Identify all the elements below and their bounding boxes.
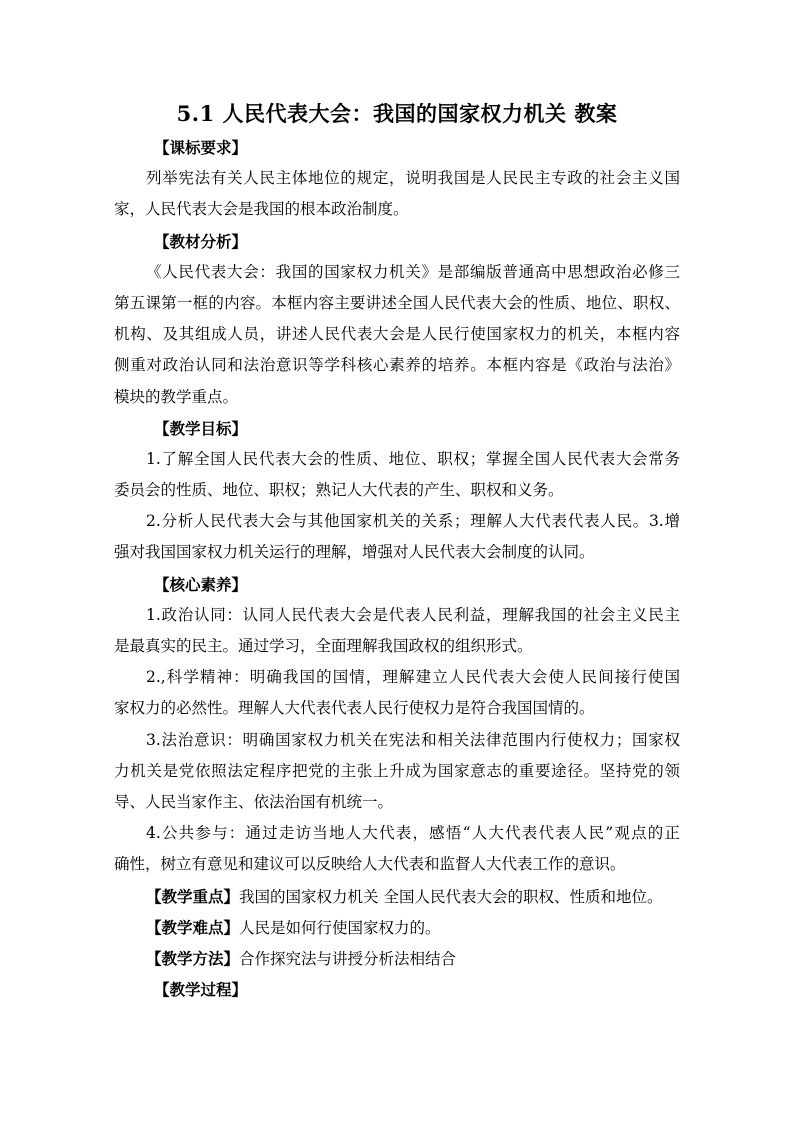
paragraph-line: 侧重对政治认同和法治意识等学科核心素养的培养。本框内容是《政治与法治》 [114, 356, 680, 375]
teaching-difficulty-line [114, 912, 680, 943]
paragraph-line: 强对我国国家权力机关运行的理解，增强对人民代表大会制度的认同。 [114, 543, 595, 562]
paragraph-line: 3.法治意识：明确国家权力机关在宪法和相关法律范围内行使权力；国家权 [146, 730, 680, 749]
section-heading-teaching-process: 【教学过程】 [154, 980, 248, 1000]
section-heading-textbook-analysis: 【教材分析】 [154, 231, 248, 251]
paragraph-line: 模块的教学重点。 [114, 387, 239, 406]
document-body [114, 132, 680, 1005]
paragraph-line: 力机关是党依照法定程序把党的主张上升成为国家意志的重要途径。坚持党的领 [114, 761, 680, 780]
paragraph-line: 家，人民代表大会是我国的根本政治制度。 [114, 200, 409, 219]
document-title: 5.1 人民代表大会：我国的国家权力机关 教案 [176, 101, 618, 126]
teaching-method-text: 合作探究法与讲授分析法相结合 [239, 949, 457, 968]
paragraph-line: 《人民代表大会：我国的国家权力机关》是部编版普通高中思想政治必修三 [146, 262, 680, 281]
teaching-method-line [114, 943, 680, 974]
paragraph-line: 是最真实的民主。通过学习，全面理解我国政权的组织形式。 [114, 637, 533, 655]
section-heading-core-literacy: 【核心素养】 [154, 574, 248, 594]
teaching-focus-label: 【教学重点】 [146, 886, 240, 906]
paragraph-line: 2.,科学精神：明确我国的国情，理解建立人民代表大会使人民间接行使国 [146, 668, 680, 687]
paragraph-line: 列举宪法有关人民主体地位的规定，说明我国是人民民主专政的社会主义国 [146, 169, 680, 188]
paragraph-line: 1.了解全国人民代表大会的性质、地位、职权；掌握全国人民代表大会常务 [146, 449, 680, 468]
section-heading-curriculum: 【课标要求】 [154, 138, 248, 157]
teaching-method-label: 【教学方法】 [146, 948, 240, 968]
section-heading-teaching-goals: 【教学目标】 [154, 418, 248, 438]
paragraph-line: 导、人民当家作主、依法治国有机统一。 [114, 792, 394, 811]
paragraph-line: 确性，树立有意见和建议可以反映给人大代表和监督人大代表工作的意识。 [114, 855, 626, 874]
paragraph-line: 委员会的性质、地位、职权；熟记人大代表的产生、职权和义务。 [114, 481, 564, 500]
teaching-difficulty-text: 人民是如何行使国家权力的。 [239, 918, 441, 937]
paragraph-line: 2.分析人民代表大会与其他国家机关的关系；理解人大代表代表人民。3.增 [146, 512, 680, 531]
paragraph-line: 第五课第一框的内容。本框内容主要讲述全国人民代表大会的性质、地位、职权、 [114, 293, 680, 312]
paragraph-line: 机构、及其组成人员，讲述人民代表大会是人民行使国家权力的机关，本框内容 [114, 325, 680, 344]
paragraph-line: 1.政治认同：认同人民代表大会是代表人民利益，理解我国的社会主义民主 [146, 605, 680, 624]
teaching-focus-line [114, 881, 680, 912]
paragraph-line: 家权力的必然性。理解人大代表代表人民行使权力是符合我国国情的。 [114, 699, 595, 718]
teaching-difficulty-label: 【教学难点】 [146, 917, 240, 937]
teaching-focus-text: 我国的国家权力机关 全国人民代表大会的职权、性质和地位。 [239, 887, 663, 906]
paragraph-line: 4.公共参与：通过走访当地人大代表，感悟“人大代表代表人民”观点的正 [146, 824, 680, 843]
